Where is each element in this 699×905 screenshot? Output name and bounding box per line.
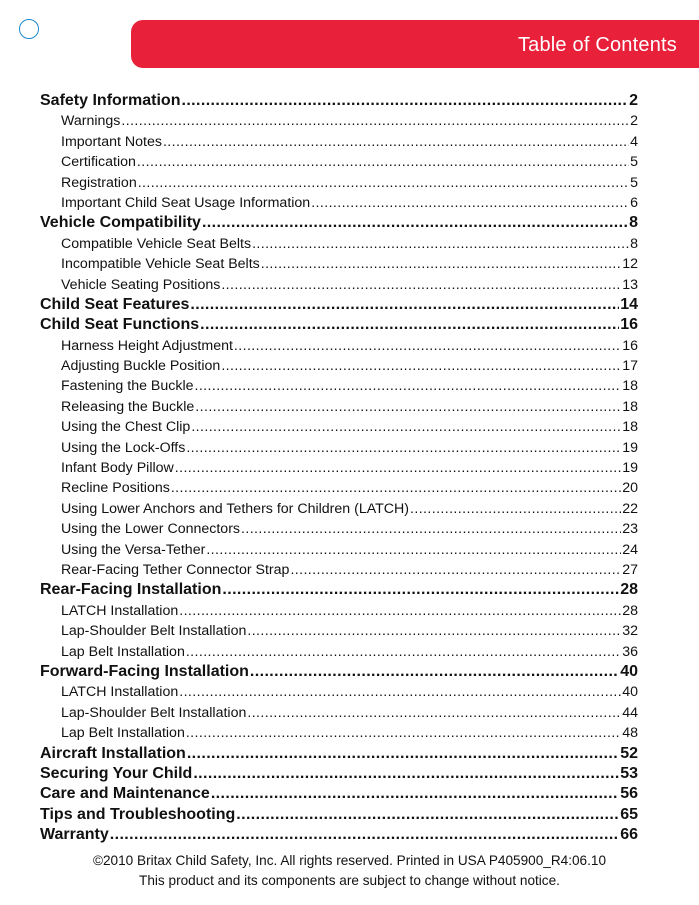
toc-subsection-entry[interactable] [40,132,638,152]
toc-subsection-entry[interactable] [40,193,638,213]
dot-leader [290,560,621,580]
toc-subsection-entry[interactable] [40,234,638,254]
toc-section-entry[interactable] [40,744,638,764]
header-banner [131,20,699,68]
toc-entry-page-number: 40 [622,684,638,701]
toc-entry-title: Using the Lower Connectors [61,521,241,538]
dot-leader [110,825,619,845]
toc-entry-title: Safety Information [40,92,181,109]
toc-entry-title: Vehicle Seating Positions [61,276,221,293]
dot-leader [410,499,621,519]
toc-entry-title: Incompatible Vehicle Seat Belts [61,256,260,273]
toc-subsection-entry[interactable] [40,642,638,662]
toc-entry-page-number: 18 [622,419,638,436]
toc-entry-page-number: 19 [622,439,638,456]
toc-entry-page-number: 8 [629,214,638,232]
toc-entry-page-number: 19 [622,460,638,477]
dot-leader [247,621,621,641]
toc-entry-title: Recline Positions [61,480,170,497]
toc-subsection-entry[interactable] [40,376,638,396]
toc-section-entry[interactable] [40,764,638,784]
toc-entry-title: LATCH Installation [61,684,179,701]
dot-leader [241,519,621,539]
dot-leader [200,315,619,335]
toc-entry-title: Lap-Shoulder Belt Installation [61,704,247,721]
toc-entry-title: Warnings [61,113,121,130]
dot-leader [250,662,619,682]
dot-leader [121,111,629,131]
toc-entry-page-number: 52 [620,744,638,762]
toc-entry-page-number: 13 [622,276,638,293]
toc-entry-title: Harness Height Adjustment [61,337,233,354]
toc-section-entry[interactable] [40,784,638,804]
toc-subsection-entry[interactable] [40,519,638,539]
toc-subsection-entry[interactable] [40,682,638,702]
toc-subsection-entry[interactable] [40,560,638,580]
toc-entry-page-number: 48 [622,725,638,742]
dot-leader [181,91,628,111]
dot-leader [175,458,621,478]
toc-entry-page-number: 8 [630,235,638,252]
toc-entry-title: Compatible Vehicle Seat Belts [61,235,252,252]
toc-section-entry[interactable] [40,295,638,315]
dot-leader [193,764,619,784]
toc-entry-page-number: 6 [630,194,638,211]
toc-entry-title: Important Child Seat Usage Information [61,194,311,211]
toc-entry-page-number: 28 [620,581,638,599]
dot-leader [261,254,621,274]
dot-leader [186,642,621,662]
toc-entry-title: Lap Belt Installation [61,643,185,660]
dot-leader [247,703,621,723]
toc-entry-title: Warranty [40,826,109,844]
toc-entry-title: Securing Your Child [40,764,193,782]
toc-entry-title: Aircraft Installation [40,744,186,762]
toc-subsection-entry[interactable] [40,275,638,295]
dot-leader [179,682,621,702]
toc-entry-title: Adjusting Buckle Position [61,358,221,375]
toc-entry-page-number: 53 [620,764,638,782]
toc-section-entry[interactable] [40,662,638,682]
toc-entry-page-number: 18 [622,378,638,395]
toc-subsection-entry[interactable] [40,152,638,172]
toc-entry-page-number: 5 [630,174,638,191]
toc-entry-page-number: 56 [620,785,638,803]
toc-subsection-entry[interactable] [40,703,638,723]
change-notice: This product and its components are subject to change without notice. [139,873,560,888]
toc-section-entry[interactable] [40,315,638,335]
dot-leader [186,438,621,458]
dot-leader [195,376,622,396]
toc-entry-page-number: 2 [629,92,638,109]
toc-entry-page-number: 17 [622,358,638,375]
toc-entry-page-number: 28 [622,602,638,619]
toc-subsection-entry[interactable] [40,540,638,560]
toc-subsection-entry[interactable] [40,621,638,641]
toc-entry-title: Releasing the Buckle [61,398,195,415]
toc-subsection-entry[interactable] [40,601,638,621]
toc-entry-title: Rear-Facing Installation [40,581,222,599]
toc-subsection-entry[interactable] [40,254,638,274]
toc-entry-page-number: 2 [630,113,638,130]
toc-entry-page-number: 40 [620,662,638,680]
toc-section-entry[interactable] [40,580,638,600]
dot-leader [163,132,629,152]
toc-entry-page-number: 24 [622,541,638,558]
copyright-line: ©2010 Britax Child Safety, Inc. All rights reserved. Printed in USA P405900_R4:06.10 [92,853,607,868]
toc-entry-title: LATCH Installation [61,602,179,619]
footer [0,851,699,891]
toc-entry-title: Forward-Facing Installation [40,662,249,680]
dot-leader [234,336,621,356]
dot-leader [190,295,619,315]
toc-subsection-entry[interactable] [40,356,638,376]
toc-entry-title: Fastening the Buckle [61,378,194,395]
toc-subsection-entry[interactable] [40,458,638,478]
toc-entry-title: Vehicle Compatibility [40,214,201,232]
dot-leader [222,580,619,600]
toc-section-entry[interactable] [40,805,638,825]
toc-entry-page-number: 32 [622,623,638,640]
toc-subsection-entry[interactable] [40,173,638,193]
toc-subsection-entry[interactable] [40,397,638,417]
toc-subsection-entry[interactable] [40,336,638,356]
dot-leader [202,213,628,233]
toc-entry-page-number: 16 [622,337,638,354]
toc-subsection-entry[interactable] [40,723,638,743]
toc-entry-title: Using Lower Anchors and Tethers for Children (LATCH) [61,500,410,517]
dot-leader [206,540,621,560]
toc-entry-page-number: 44 [622,704,638,721]
toc-entry-title: Tips and Troubleshooting [40,805,236,823]
toc-subsection-entry[interactable] [40,111,638,131]
dot-leader [191,417,621,437]
table-of-contents [40,91,638,845]
toc-subsection-entry[interactable] [40,438,638,458]
toc-subsection-entry[interactable] [40,478,638,498]
toc-entry-page-number: 12 [622,256,638,273]
dot-leader [138,173,629,193]
dot-leader [221,356,621,376]
dot-leader [252,234,629,254]
toc-section-entry[interactable] [40,825,638,845]
toc-entry-title: Using the Versa-Tether [61,541,206,558]
dot-leader [221,275,621,295]
toc-entry-page-number: 5 [630,154,638,171]
toc-entry-title: Important Notes [61,133,162,150]
toc-entry-page-number: 27 [622,561,638,578]
toc-subsection-entry[interactable] [40,417,638,437]
corner-ring-icon [19,19,39,39]
toc-entry-page-number: 14 [620,295,638,313]
page-title: Table of Contents [517,34,677,56]
dot-leader [137,152,629,172]
toc-subsection-entry[interactable] [40,499,638,519]
toc-entry-page-number: 20 [622,480,638,497]
dot-leader [311,193,629,213]
toc-entry-page-number: 36 [622,643,638,660]
toc-entry-title: Certification [61,154,136,171]
dot-leader [186,723,621,743]
toc-entry-page-number: 23 [622,521,638,538]
toc-entry-title: Child Seat Features [40,295,190,313]
dot-leader [195,397,621,417]
toc-section-entry[interactable] [40,213,638,233]
toc-entry-page-number: 22 [622,500,638,517]
dot-leader [187,744,619,764]
toc-entry-title: Rear-Facing Tether Connector Strap [61,561,290,578]
dot-leader [171,478,621,498]
toc-entry-title: Lap Belt Installation [61,725,185,742]
toc-entry-title: Using the Lock-Offs [61,439,186,456]
toc-entry-title: Child Seat Functions [40,316,200,334]
dot-leader [236,805,619,825]
toc-entry-page-number: 4 [630,133,638,150]
toc-entry-page-number: 65 [620,805,638,823]
dot-leader [179,601,621,621]
toc-entry-page-number: 66 [620,826,638,844]
toc-entry-title: Using the Chest Clip [61,419,191,436]
toc-entry-title: Lap-Shoulder Belt Installation [61,623,247,640]
toc-entry-page-number: 16 [620,316,638,334]
toc-entry-page-number: 18 [622,398,638,415]
toc-section-entry[interactable] [40,91,638,111]
dot-leader [211,784,619,804]
toc-entry-title: Infant Body Pillow [61,460,174,477]
toc-entry-title: Registration [61,174,137,191]
toc-entry-title: Care and Maintenance [40,785,210,803]
